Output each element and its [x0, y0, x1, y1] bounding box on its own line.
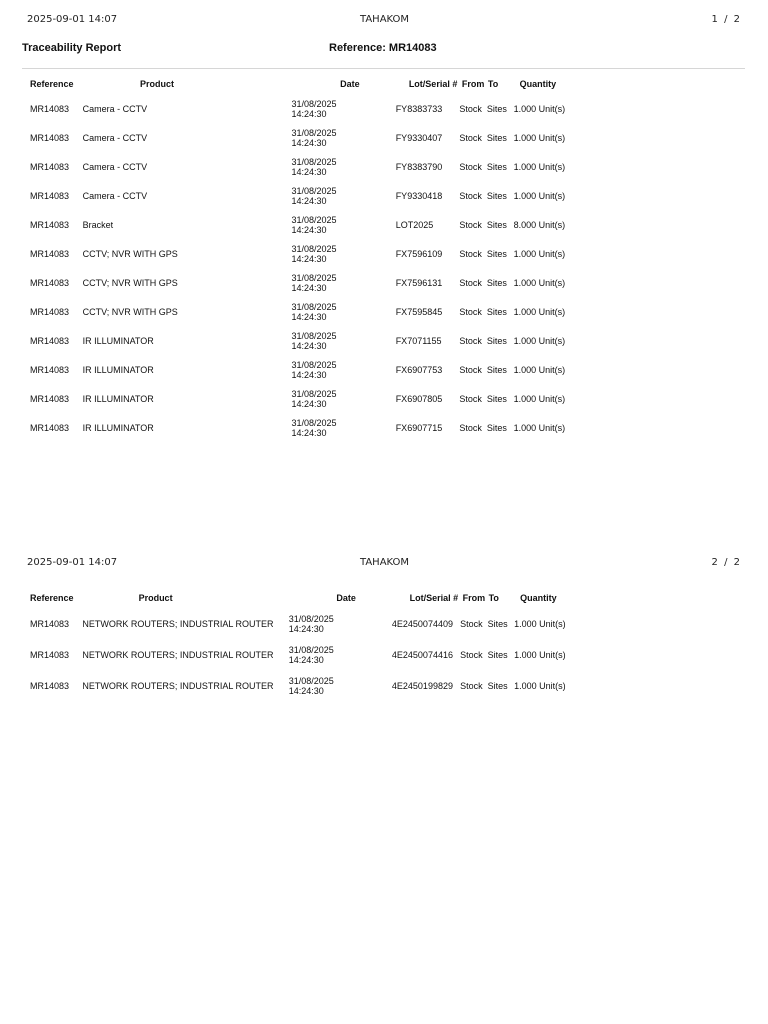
cell-from: Stock: [460, 618, 483, 629]
cell-lot-serial: FX6907805: [395, 393, 443, 404]
cell-product: Camera - CCTV: [82, 103, 148, 114]
column-header-quantity: Quantity: [519, 79, 557, 89]
cell-quantity: 1.000 Unit(s): [513, 161, 566, 172]
table-row: [22, 94, 582, 123]
print-datetime: 2025-09-01 14:07: [27, 557, 118, 568]
cell-lot-serial: FX6907753: [395, 364, 443, 375]
page-2-header: [0, 557, 768, 573]
cell-lot-serial: FY9330418: [395, 190, 443, 201]
cell-from: Stock: [459, 248, 482, 259]
cell-quantity: 8.000 Unit(s): [513, 219, 566, 230]
cell-from: Stock: [459, 161, 482, 172]
table-row: [22, 326, 582, 355]
cell-reference: MR14083: [30, 161, 70, 172]
column-header-to: To: [488, 593, 499, 603]
table-row: [22, 181, 582, 210]
cell-lot-serial: FY9330407: [395, 132, 443, 143]
cell-product: IR ILLUMINATOR: [82, 364, 154, 375]
cell-reference: MR14083: [30, 277, 70, 288]
cell-from: Stock: [459, 277, 482, 288]
table-row: [22, 355, 582, 384]
column-header-to: To: [487, 79, 499, 89]
cell-reference: MR14083: [30, 132, 70, 143]
cell-quantity: 1.000 Unit(s): [513, 393, 566, 404]
cell-quantity: 1.000 Unit(s): [513, 422, 566, 433]
cell-date-time: 14:24:30: [291, 398, 327, 409]
cell-date-time: 14:24:30: [291, 108, 327, 119]
cell-to: Sites: [486, 248, 507, 259]
cell-quantity: 1.000 Unit(s): [514, 649, 566, 660]
table-row: [22, 297, 582, 326]
table-row: [22, 123, 582, 152]
company-name: TAHAKOM: [360, 557, 410, 568]
cell-lot-serial: LOT2025: [395, 219, 434, 230]
cell-reference: MR14083: [30, 335, 70, 346]
cell-date: [291, 268, 395, 297]
cell-from: Stock: [459, 190, 482, 201]
cell-from: Stock: [459, 422, 482, 433]
cell-quantity: 1.000 Unit(s): [513, 335, 566, 346]
cell-to: Sites: [486, 335, 507, 346]
cell-quantity: 1.000 Unit(s): [513, 277, 566, 288]
table-header-row: [22, 588, 582, 608]
column-header-lot: Lot/Serial #: [409, 593, 459, 603]
cell-date-time: 14:24:30: [291, 137, 327, 148]
traceability-table-page-1: [22, 74, 582, 442]
cell-quantity: 1.000 Unit(s): [513, 103, 566, 114]
cell-reference: MR14083: [30, 393, 70, 404]
cell-date-date: 31/08/2025: [288, 613, 334, 624]
cell-lot-serial: FX7071155: [395, 335, 442, 346]
table-body: [22, 608, 582, 701]
table-row: [22, 639, 582, 670]
cell-date-date: 31/08/2025: [288, 675, 334, 686]
cell-date-time: 14:24:30: [291, 427, 327, 438]
cell-date: [291, 181, 395, 210]
cell-from: Stock: [460, 680, 483, 691]
cell-date: [291, 210, 395, 239]
cell-lot-serial: FY8383733: [395, 103, 443, 114]
cell-date: [291, 297, 395, 326]
cell-quantity: 1.000 Unit(s): [513, 190, 566, 201]
company-name: TAHAKOM: [360, 14, 410, 25]
cell-reference: MR14083: [30, 219, 70, 230]
column-header-reference: Reference: [30, 593, 74, 603]
cell-product: Camera - CCTV: [82, 161, 148, 172]
table-row: [22, 384, 582, 413]
cell-date-date: 31/08/2025: [291, 214, 337, 225]
column-header-product: Product: [138, 593, 173, 603]
cell-from: Stock: [459, 103, 482, 114]
table-row: [22, 152, 582, 181]
cell-product: IR ILLUMINATOR: [82, 335, 154, 346]
report-reference: Reference: MR14083: [329, 42, 437, 54]
cell-from: Stock: [459, 335, 482, 346]
cell-quantity: 1.000 Unit(s): [513, 306, 566, 317]
cell-date-date: 31/08/2025: [291, 359, 337, 370]
cell-to: Sites: [486, 364, 507, 375]
column-header-from: From: [461, 79, 485, 89]
cell-product: Camera - CCTV: [82, 190, 148, 201]
cell-date-time: 14:24:30: [288, 654, 324, 665]
cell-date: [291, 239, 395, 268]
cell-quantity: 1.000 Unit(s): [514, 680, 566, 691]
cell-to: Sites: [486, 103, 507, 114]
cell-product: NETWORK ROUTERS; INDUSTRIAL ROUTER: [82, 649, 274, 660]
cell-to: Sites: [486, 277, 507, 288]
cell-from: Stock: [459, 364, 482, 375]
cell-date-date: 31/08/2025: [291, 156, 337, 167]
cell-date-date: 31/08/2025: [291, 330, 337, 341]
cell-date: [291, 384, 395, 413]
cell-to: Sites: [487, 649, 508, 660]
cell-to: Sites: [486, 132, 507, 143]
page-number: 1 / 2: [711, 14, 740, 25]
page-number: 2 / 2: [711, 557, 740, 568]
cell-to: Sites: [486, 219, 507, 230]
cell-from: Stock: [459, 306, 482, 317]
cell-reference: MR14083: [30, 680, 70, 691]
cell-date: [289, 670, 392, 701]
cell-date: [291, 326, 395, 355]
cell-lot-serial: FX7596109: [395, 248, 443, 259]
cell-reference: MR14083: [30, 422, 70, 433]
cell-product: CCTV; NVR WITH GPS: [82, 248, 178, 259]
cell-date-time: 14:24:30: [288, 685, 324, 696]
table-row: [22, 268, 582, 297]
cell-product: NETWORK ROUTERS; INDUSTRIAL ROUTER: [82, 618, 274, 629]
cell-date: [291, 123, 395, 152]
cell-date-time: 14:24:30: [291, 224, 327, 235]
cell-reference: MR14083: [30, 103, 70, 114]
table-row: [22, 239, 582, 268]
cell-date-date: 31/08/2025: [291, 301, 337, 312]
cell-date-date: 31/08/2025: [291, 185, 337, 196]
cell-quantity: 1.000 Unit(s): [513, 364, 566, 375]
cell-product: IR ILLUMINATOR: [82, 393, 154, 404]
cell-date: [289, 608, 392, 639]
column-header-lot: Lot/Serial #: [408, 79, 458, 89]
table-row: [22, 608, 582, 639]
cell-date-time: 14:24:30: [291, 340, 327, 351]
cell-lot-serial: 4E2450074409: [391, 618, 453, 629]
cell-from: Stock: [460, 649, 483, 660]
cell-to: Sites: [487, 680, 508, 691]
cell-reference: MR14083: [30, 306, 70, 317]
column-header-from: From: [462, 593, 486, 603]
cell-quantity: 1.000 Unit(s): [514, 618, 566, 629]
cell-date-date: 31/08/2025: [288, 644, 334, 655]
cell-date-time: 14:24:30: [291, 311, 327, 322]
report-title: Traceability Report: [22, 42, 122, 54]
cell-lot-serial: FY8383790: [395, 161, 443, 172]
cell-date-date: 31/08/2025: [291, 98, 337, 109]
cell-product: CCTV; NVR WITH GPS: [82, 306, 178, 317]
cell-from: Stock: [459, 219, 482, 230]
cell-to: Sites: [486, 393, 507, 404]
cell-date: [291, 355, 395, 384]
cell-date-date: 31/08/2025: [291, 417, 337, 428]
cell-lot-serial: FX6907715: [395, 422, 443, 433]
cell-date: [289, 639, 392, 670]
cell-date: [291, 413, 395, 442]
cell-from: Stock: [459, 132, 482, 143]
cell-date-time: 14:24:30: [288, 623, 324, 634]
table-row: [22, 670, 582, 701]
cell-lot-serial: FX7595845: [395, 306, 443, 317]
cell-lot-serial: FX7596131: [395, 277, 443, 288]
cell-reference: MR14083: [30, 618, 70, 629]
cell-product: CCTV; NVR WITH GPS: [82, 277, 178, 288]
cell-date-date: 31/08/2025: [291, 272, 337, 283]
traceability-table-page-2: [22, 588, 582, 701]
cell-date-time: 14:24:30: [291, 282, 327, 293]
print-datetime: 2025-09-01 14:07: [27, 14, 118, 25]
cell-date-time: 14:24:30: [291, 369, 327, 380]
cell-to: Sites: [486, 422, 507, 433]
cell-date-time: 14:24:30: [291, 253, 327, 264]
cell-quantity: 1.000 Unit(s): [513, 132, 566, 143]
cell-date-date: 31/08/2025: [291, 127, 337, 138]
cell-quantity: 1.000 Unit(s): [513, 248, 566, 259]
cell-to: Sites: [487, 618, 508, 629]
cell-to: Sites: [486, 161, 507, 172]
cell-product: Bracket: [82, 219, 114, 230]
divider: [22, 68, 745, 69]
cell-lot-serial: 4E2450074416: [391, 649, 453, 660]
cell-date-date: 31/08/2025: [291, 388, 337, 399]
column-header-date: Date: [340, 79, 360, 89]
cell-date: [291, 94, 395, 123]
table-header-row: [22, 74, 582, 94]
cell-product: Camera - CCTV: [82, 132, 148, 143]
column-header-quantity: Quantity: [520, 593, 557, 603]
cell-reference: MR14083: [30, 190, 70, 201]
cell-date: [291, 152, 395, 181]
cell-product: IR ILLUMINATOR: [82, 422, 154, 433]
cell-product: NETWORK ROUTERS; INDUSTRIAL ROUTER: [82, 680, 274, 691]
cell-date-time: 14:24:30: [291, 195, 327, 206]
cell-lot-serial: 4E2450199829: [391, 680, 453, 691]
cell-to: Sites: [486, 190, 507, 201]
table-body: [22, 94, 582, 442]
table-row: [22, 413, 582, 442]
column-header-reference: Reference: [30, 79, 74, 89]
cell-to: Sites: [486, 306, 507, 317]
column-header-product: Product: [140, 79, 175, 89]
cell-from: Stock: [459, 393, 482, 404]
page-1-header: [0, 14, 768, 30]
cell-date-date: 31/08/2025: [291, 243, 337, 254]
cell-date-time: 14:24:30: [291, 166, 327, 177]
column-header-date: Date: [336, 593, 356, 603]
cell-reference: MR14083: [30, 649, 70, 660]
cell-reference: MR14083: [30, 364, 70, 375]
cell-reference: MR14083: [30, 248, 70, 259]
table-row: [22, 210, 582, 239]
